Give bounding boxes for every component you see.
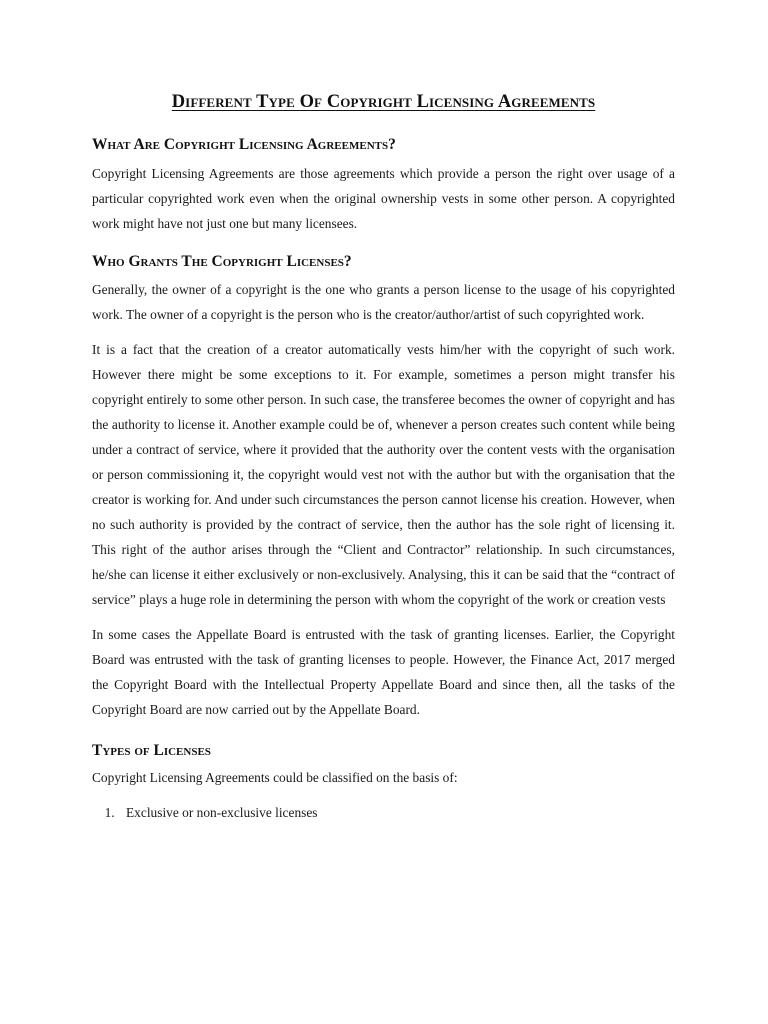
section-heading-who: Who Grants The Copyright Licenses? <box>92 253 352 270</box>
document-title: Different Type Of Copyright Licensing Agreements <box>171 92 596 112</box>
section-heading-what: What Are Copyright Licensing Agreements? <box>92 136 396 153</box>
list-item: 1. Exclusive or non-exclusive licenses <box>118 800 675 825</box>
license-types-list <box>92 800 675 825</box>
paragraph-who-3: In some cases the Appellate Board is entrusted with the task of granting licenses. Earlier, the Copyright Board was entrusted with the task of granting licenses to people. However, the Finance Act, 2017 merged the Copyright Board with the Intellectual Property Appellate Board and since then, all the tasks of the Copyright Board are now carried out by the Appellate Board. <box>92 627 675 717</box>
paragraph-who-2: It is a fact that the creation of a creator automatically vests him/her with the copyright of such work. However there might be some exceptions to it. For example, sometimes a person might transfer his copyright entirely to some other person. In such case, the transferee becomes the owner of copyright and has the authority to license it. Another example could be of, whenever a person creates such content while being under a contract of service, where it provided that the authority over the content vests with the organisation or person commissioning it, the copyright would vest not with the author but with the organisation that the creator is working for. And under such circumstances the person cannot license his creation. However, when no such authority is provided by the contract of service, then the author has the sole right of licensing it. This right of the author arises through the “Client and Contractor” relationship. In such circumstances, he/she can license it either exclusively or non-exclusively. Analysing, this it can be said that the “contract of service” plays a huge role in determining the person with whom the copyright of the work or creation vests <box>92 342 675 607</box>
section-heading-types: Types of Licenses <box>92 742 211 759</box>
paragraph-types: Copyright Licensing Agreements could be classified on the basis of: <box>92 770 458 785</box>
paragraph-what: Copyright Licensing Agreements are those agreements which provide a person the right over usage of a particular copyrighted work even when the original ownership vests in some other person. A copyrighted work might have not just one but many licensees. <box>92 166 675 231</box>
paragraph-who-1: Generally, the owner of a copyright is the one who grants a person license to the usage of his copyrighted work. The owner of a copyright is the person who is the creator/author/artist of such copyrighted work. <box>92 282 675 322</box>
